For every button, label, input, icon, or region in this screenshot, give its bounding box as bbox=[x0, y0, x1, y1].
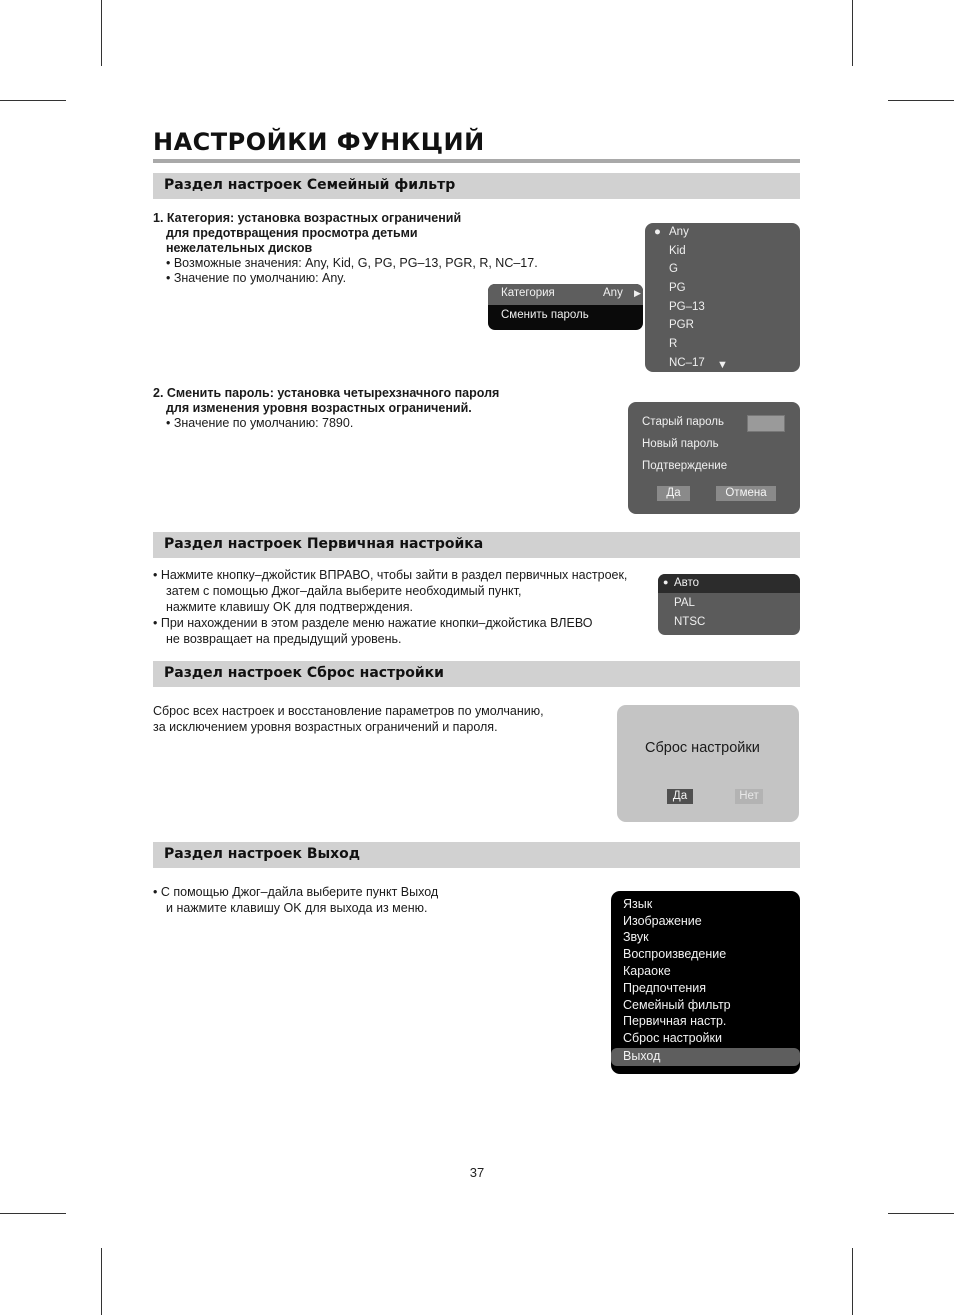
option-item[interactable]: PAL bbox=[674, 597, 695, 609]
exit-line: и нажмите клавишу OK для выхода из меню. bbox=[166, 901, 428, 915]
reset-line: за исключением уровня возрастных ограничений и пароля. bbox=[153, 720, 498, 734]
arrow-right-icon: ▶ bbox=[634, 288, 641, 298]
crop-mark bbox=[0, 100, 66, 101]
section-heading-reset: Раздел настроек Сброс настройки bbox=[153, 661, 800, 687]
menu-item-category[interactable] bbox=[488, 284, 643, 305]
item2-title-line: 2. Сменить пароль: установка четырехзначного пароля bbox=[153, 386, 500, 400]
item1-bullet: • Значение по умолчанию: Any. bbox=[166, 271, 347, 285]
menu-item-picture[interactable]: Изображение bbox=[623, 914, 702, 928]
item1-title-line: нежелательных дисков bbox=[166, 241, 313, 255]
item1-title-line: 1. Категория: установка возрастных ограничений bbox=[153, 211, 462, 225]
crop-mark bbox=[101, 0, 102, 66]
menu-item-change-password[interactable]: Сменить пароль bbox=[501, 309, 589, 321]
option-item[interactable]: Kid bbox=[669, 245, 686, 257]
exit-text bbox=[153, 884, 438, 916]
main-menu bbox=[611, 891, 800, 1074]
reset-dialog bbox=[617, 705, 799, 822]
family-item2-text bbox=[153, 386, 499, 431]
crop-mark bbox=[0, 1213, 66, 1214]
item2-title-line: для изменения уровня возрастных ограничений. bbox=[166, 401, 472, 415]
menu-item-primary-setup[interactable]: Первичная настр. bbox=[623, 1014, 727, 1028]
reset-line: Сброс всех настроек и восстановление параметров по умолчанию, bbox=[153, 704, 544, 718]
option-item[interactable]: PG bbox=[669, 282, 686, 294]
menu-item-language[interactable]: Язык bbox=[623, 897, 653, 911]
menu-item-exit[interactable] bbox=[611, 1048, 800, 1066]
menu-item-exit-label: Выход bbox=[623, 1049, 661, 1063]
primary-line: нажмите клавишу OK для подтверждения. bbox=[166, 600, 413, 614]
crop-mark bbox=[888, 1213, 954, 1214]
option-item[interactable]: NC–17 bbox=[669, 357, 705, 369]
primary-text bbox=[153, 567, 627, 647]
old-password-label: Старый пароль bbox=[642, 416, 724, 428]
title-rule bbox=[153, 159, 800, 163]
scroll-down-icon[interactable]: ▼ bbox=[717, 359, 728, 371]
selected-dot-icon: ● bbox=[663, 577, 669, 587]
crop-mark bbox=[852, 1248, 853, 1315]
confirm-password-label: Подтверждение bbox=[642, 460, 728, 472]
item2-bullet: • Значение по умолчанию: 7890. bbox=[166, 416, 354, 430]
item1-bullet: • Возможные значения: Any, Kid, G, PG, PG–13, PGR, R, NC–17. bbox=[166, 256, 538, 270]
option-item[interactable]: NTSC bbox=[674, 616, 706, 628]
primary-line: затем с помощью Джог–дайла выберите необходимый пункт, bbox=[166, 584, 522, 598]
primary-line: не возвращает на предыдущий уровень. bbox=[166, 632, 402, 646]
exit-line: • С помощью Джог–дайла выберите пункт Выход bbox=[153, 885, 439, 899]
new-password-label: Новый пароль bbox=[642, 438, 719, 450]
yes-button[interactable]: Да bbox=[667, 789, 693, 804]
family-filter-menu bbox=[488, 284, 643, 330]
password-dialog bbox=[628, 402, 800, 514]
menu-item-playback[interactable]: Воспроизведение bbox=[623, 947, 727, 961]
reset-text bbox=[153, 703, 544, 735]
tv-system-options bbox=[658, 574, 800, 635]
category-options-list bbox=[645, 223, 800, 372]
item1-title-line: для предотвращения просмотра детьми bbox=[166, 226, 418, 240]
option-item[interactable]: R bbox=[669, 338, 678, 350]
menu-item-karaoke[interactable]: Караоке bbox=[623, 964, 671, 978]
menu-item-family-filter[interactable]: Семейный фильтр bbox=[623, 998, 731, 1012]
option-selected-row[interactable] bbox=[658, 574, 800, 593]
ok-button[interactable]: Да bbox=[657, 486, 690, 501]
crop-mark bbox=[101, 1248, 102, 1315]
crop-mark bbox=[888, 100, 954, 101]
cancel-button[interactable]: Отмена bbox=[716, 486, 776, 501]
primary-line: • При нахождении в этом разделе меню нажатие кнопки–джойстика ВЛЕВО bbox=[153, 616, 593, 630]
primary-line: • Нажмите кнопку–джойстик ВПРАВО, чтобы зайти в раздел первичных настроек, bbox=[153, 568, 628, 582]
selected-dot-icon: ● bbox=[654, 226, 661, 238]
old-password-field[interactable] bbox=[747, 415, 785, 432]
section-heading-exit: Раздел настроек Выход bbox=[153, 842, 800, 868]
option-item[interactable]: G bbox=[669, 263, 678, 275]
option-item[interactable]: PGR bbox=[669, 319, 694, 331]
reset-dialog-title: Сброс настройки bbox=[645, 740, 760, 756]
section-heading-primary: Раздел настроек Первичная настройка bbox=[153, 532, 800, 558]
page-number: 37 bbox=[469, 1165, 485, 1180]
section-heading-family: Раздел настроек Семейный фильтр bbox=[153, 173, 800, 199]
category-label: Категория bbox=[501, 287, 555, 299]
page-title: НАСТРОЙКИ ФУНКЦИЙ bbox=[153, 128, 485, 156]
crop-mark bbox=[852, 0, 853, 66]
option-item: Авто bbox=[674, 577, 700, 589]
menu-item-sound[interactable]: Звук bbox=[623, 930, 649, 944]
menu-item-reset[interactable]: Сброс настройки bbox=[623, 1031, 722, 1045]
family-item1-text bbox=[153, 211, 538, 286]
no-button[interactable]: Нет bbox=[735, 789, 763, 804]
option-item[interactable]: PG–13 bbox=[669, 301, 705, 313]
category-value: Any bbox=[603, 287, 623, 299]
menu-item-preferences[interactable]: Предпочтения bbox=[623, 981, 707, 995]
option-item[interactable]: Any bbox=[669, 226, 689, 238]
